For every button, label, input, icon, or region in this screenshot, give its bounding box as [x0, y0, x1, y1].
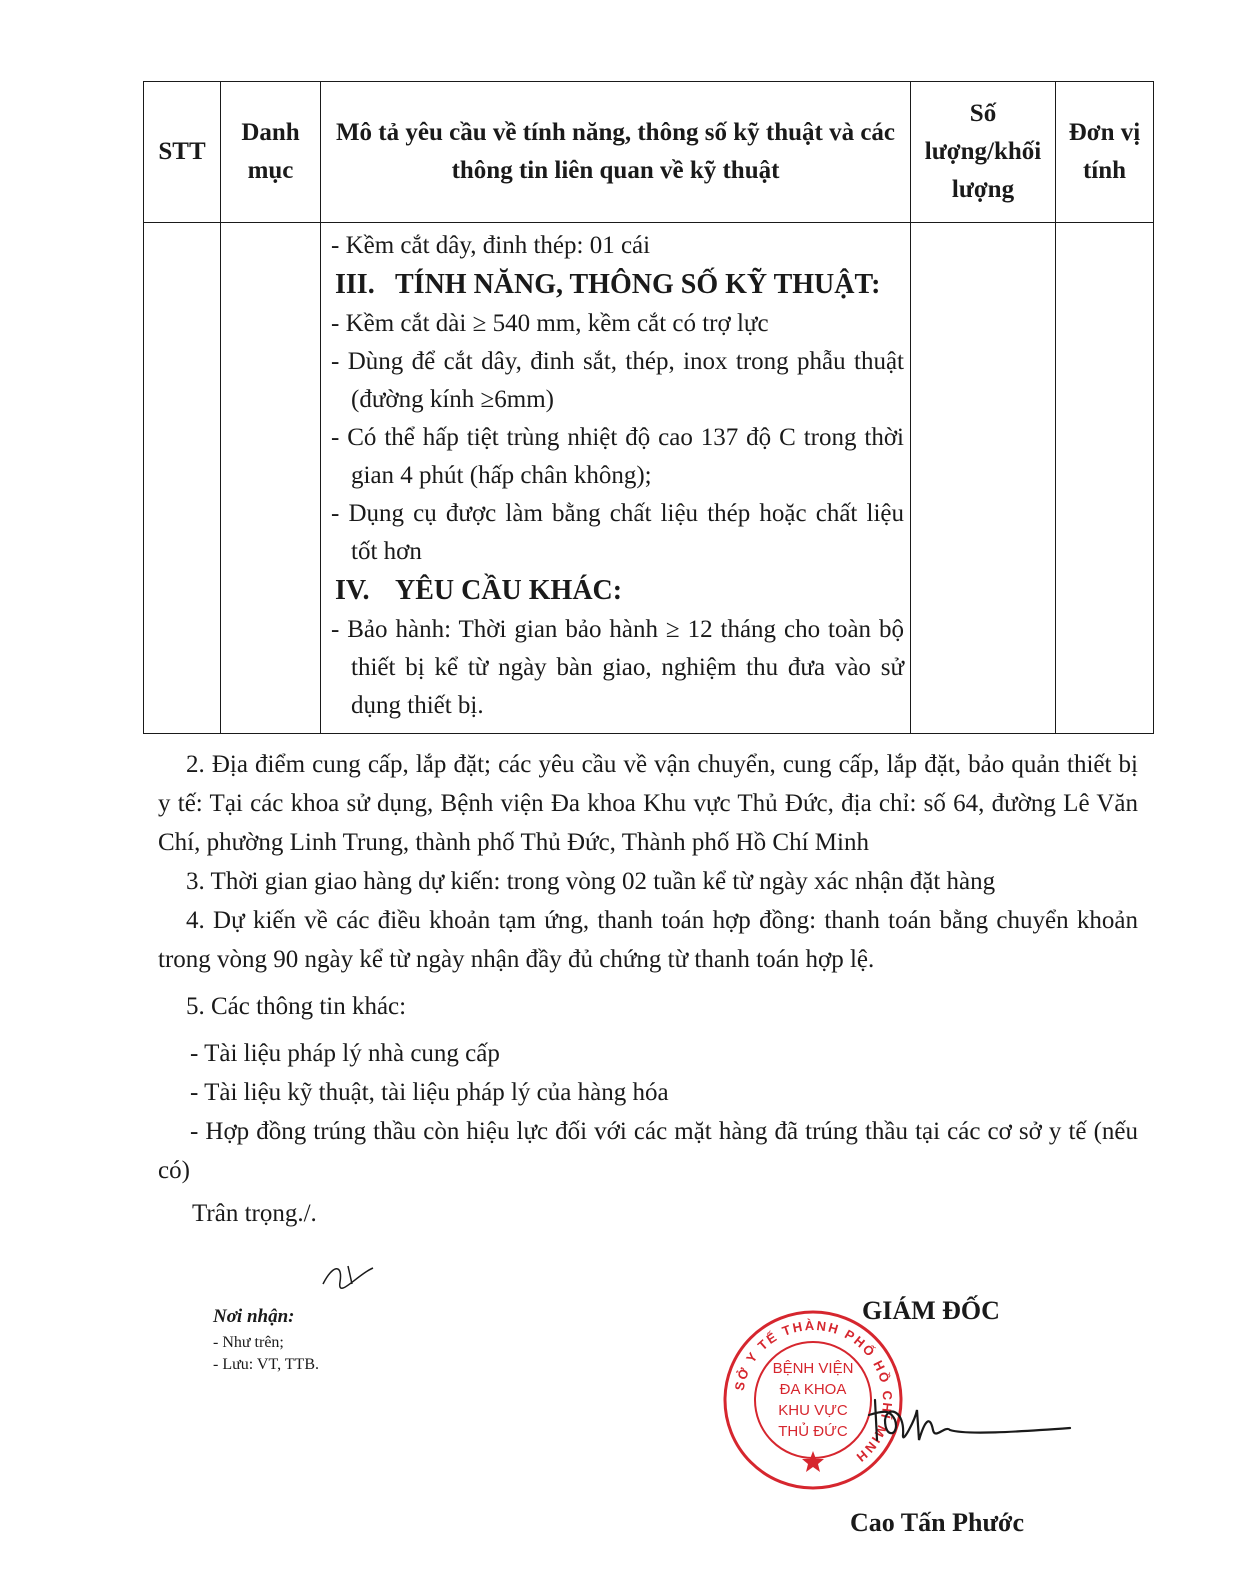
director-title: GIÁM ĐỐC	[862, 1296, 1000, 1325]
paragraph-delivery-time: 3. Thời gian giao hàng dự kiến: trong vòng 02 tuần kể từ ngày xác nhận đặt hàng	[186, 868, 996, 895]
stamp-line: BỆNH VIỆN	[772, 1360, 854, 1377]
stamp-line: ĐA KHOA	[779, 1381, 847, 1398]
signature-handwriting	[855, 1380, 1075, 1500]
recipient-item: - Như trên;	[213, 1334, 284, 1351]
section-4-title: YÊU CẦU KHÁC:	[395, 575, 623, 606]
spec-line: - Kềm cắt dài ≥ 540 mm, kềm cắt có trợ lực	[331, 310, 769, 337]
cell-so-luong	[911, 223, 1056, 734]
header-mo-ta: Mô tả yêu cầu về tính năng, thông số kỹ thuật và các thông tin liên quan về kỹ thuật	[321, 82, 911, 223]
section-3-title: TÍNH NĂNG, THÔNG SỐ KỸ THUẬT:	[395, 269, 881, 300]
table-header-row	[144, 82, 1154, 223]
paragraph-other-info: 5. Các thông tin khác:	[186, 993, 407, 1020]
greeting: Trân trọng./.	[192, 1200, 317, 1227]
paragraph-payment-terms: 4. Dự kiến về các điều khoản tạm ứng, thanh toán hợp đồng: thanh toán bằng chuyển khoản trong vòng 90 ngày kể từ ngày nhận đầy đủ chứng từ thanh toán hợp lệ.	[158, 907, 1138, 973]
cell-mo-ta	[321, 223, 911, 734]
cell-danh-muc	[221, 223, 321, 734]
section-4-heading	[331, 571, 904, 611]
list-item: - Tài liệu kỹ thuật, tài liệu pháp lý của hàng hóa	[190, 1079, 669, 1106]
list-item: - Tài liệu pháp lý nhà cung cấp	[190, 1040, 500, 1067]
table-row	[144, 223, 1154, 734]
section-4-number: IV.	[335, 575, 370, 606]
cell-stt	[144, 223, 221, 734]
list-item: - Hợp đồng trúng thầu còn hiệu lực đối với các mặt hàng đã trúng thầu tại các cơ sở y tế (nếu có)	[158, 1118, 1138, 1184]
cell-don-vi	[1056, 223, 1154, 734]
stamp-line: THỦ ĐỨC	[778, 1423, 848, 1440]
director-name: Cao Tấn Phước	[850, 1508, 1024, 1537]
header-stt: STT	[144, 82, 221, 223]
body-text	[158, 745, 1138, 1233]
section-3-heading	[331, 265, 904, 305]
recipient-item: - Lưu: VT, TTB.	[213, 1356, 319, 1373]
header-don-vi: Đơn vị tính	[1056, 82, 1154, 223]
accessory-line: - Kềm cắt dây, đinh thép: 01 cái	[331, 232, 651, 259]
spec-table	[143, 81, 1154, 734]
spec-line: - Dùng để cắt dây, đinh sắt, thép, inox trong phẫu thuật (đường kính ≥6mm)	[331, 348, 904, 413]
stamp-star-icon	[802, 1451, 824, 1472]
recipients-block	[213, 1306, 319, 1376]
stamp-ring-text: SỞ Y TẾ THÀNH PHỐ HỒ CHÍ MINH	[731, 1317, 896, 1467]
spec-line: - Dụng cụ được làm bằng chất liệu thép hoặc chất liệu tốt hơn	[331, 500, 904, 565]
stamp-line: KHU VỰC	[778, 1402, 848, 1419]
warranty-line: - Bảo hành: Thời gian bảo hành ≥ 12 tháng cho toàn bộ thiết bị kể từ ngày bàn giao, nghiệm thu đưa vào sử dụng thiết bị.	[331, 616, 904, 719]
spec-line: - Có thể hấp tiệt trùng nhiệt độ cao 137 độ C trong thời gian 4 phút (hấp chân không);	[331, 424, 904, 489]
recipients-title: Nơi nhận:	[213, 1306, 295, 1327]
header-so-luong: Số lượng/khối lượng	[911, 82, 1056, 223]
paragraph-delivery-location: 2. Địa điểm cung cấp, lắp đặt; các yêu cầu về vận chuyển, cung cấp, lắp đặt, bảo quản thiết bị y tế: Tại các khoa sử dụng, Bệnh viện Đa khoa Khu vực Thủ Đức, địa chỉ: số 64, đường Lê Văn Chí, phường Linh Trung, thành phố Thủ Đức, Thành phố Hồ Chí Minh	[158, 751, 1138, 856]
header-danh-muc: Danh mục	[221, 82, 321, 223]
initial-mark	[318, 1254, 398, 1294]
section-3-number: III.	[335, 269, 375, 300]
